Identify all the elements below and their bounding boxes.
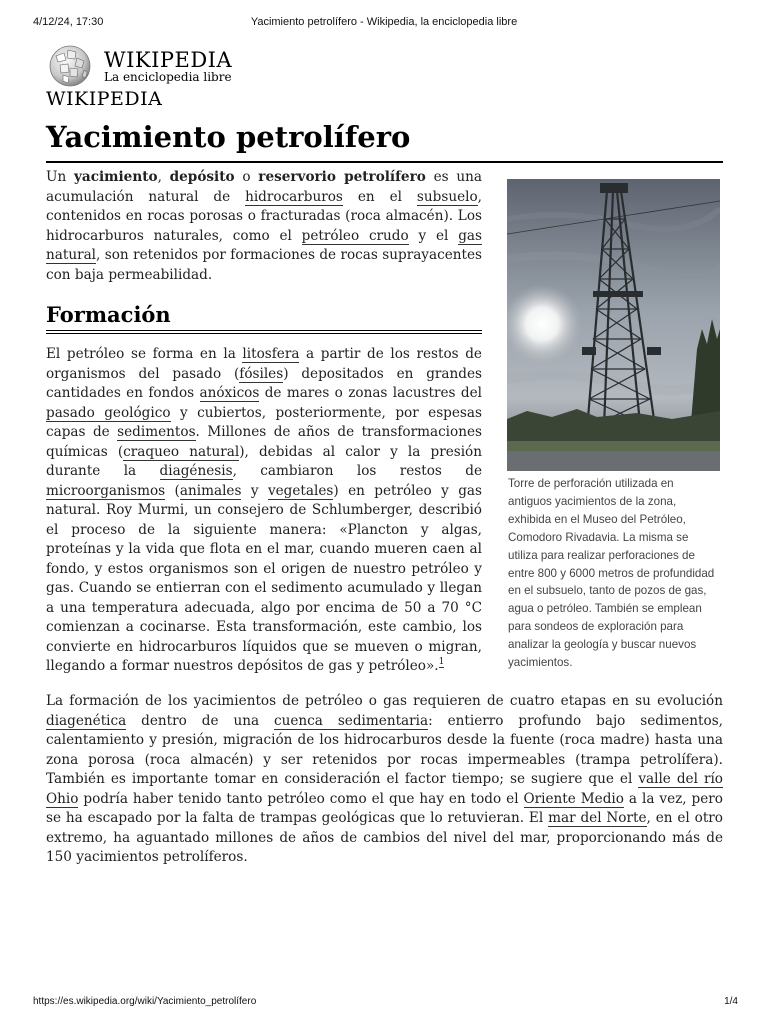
- bold-term: reservorio petrolífero: [258, 169, 426, 185]
- link-cuenca-sedimentaria[interactable]: cuenca sedimentaria: [274, 712, 429, 729]
- link-subsuelo[interactable]: subsuelo: [416, 188, 478, 205]
- wikipedia-tagline: La enciclopedia libre: [104, 70, 232, 84]
- section-divider: [46, 330, 482, 331]
- link-microorganismos[interactable]: microorganismos: [46, 482, 166, 499]
- page-number: 1/4: [724, 996, 738, 1007]
- link-oriente-medio[interactable]: Oriente Medio: [523, 790, 624, 807]
- figure-caption: Torre de perforación utilizada en antiguos yacimientos de la zona, exhibida en el Museo del Petróleo, Comodoro Rivadavia. La misma se utiliza para realizar perforaciones de entre 800 y 6000 metros de profundidad en el subsuelo, tanto de pozos de gas, agua o petróleo. También se emplean para sondeos de exploración para analizar la geología y buscar nuevos yacimientos.: [508, 477, 715, 670]
- title-divider: [46, 161, 723, 163]
- link-litosfera[interactable]: litosfera: [242, 346, 300, 362]
- drilling-tower-image: [507, 179, 720, 471]
- link-sedimentos[interactable]: sedimentos: [117, 424, 196, 440]
- link-craqueo-natural[interactable]: craqueo natural: [123, 443, 240, 460]
- intro-paragraph: Un yacimiento, depósito o reservorio petrolífero es una acumulación natural de hidrocarburos en el subsuelo, contenidos en rocas porosas o fracturadas (roca almacén). Los hidrocarburos naturales, como el petróleo crudo y el gas natural, son retenidos por formaciones de rocas suprayacentes con baja permeabilidad.: [46, 169, 482, 283]
- drilling-tower-photo[interactable]: [507, 179, 720, 471]
- link-diagenetica[interactable]: diagenética: [46, 712, 127, 729]
- link-hidrocarburos[interactable]: hidrocarburos: [245, 188, 343, 205]
- link-mar-del-norte[interactable]: mar del Norte: [548, 810, 647, 826]
- bold-term: depósito: [169, 169, 235, 185]
- section-heading-formacion: Formación: [46, 302, 171, 327]
- link-vegetales[interactable]: vegetales: [267, 482, 334, 499]
- article-title: Yacimiento petrolífero: [46, 120, 411, 154]
- link-fosiles[interactable]: fósiles: [239, 365, 284, 382]
- link-petroleo-crudo[interactable]: petróleo crudo: [301, 227, 409, 244]
- link-pasado-geologico[interactable]: pasado geológico: [46, 404, 171, 421]
- bold-term: yacimiento: [73, 169, 158, 185]
- page-url: https://es.wikipedia.org/wiki/Yacimiento_petrolífero: [33, 996, 257, 1007]
- link-gas-natural[interactable]: gas natural: [46, 227, 482, 263]
- print-page-title: Yacimiento petrolífero - Wikipedia, la enciclopedia libre: [250, 16, 518, 28]
- formacion-paragraph-2: La formación de los yacimientos de petróleo o gas requieren de cuatro etapas en su evolución diagenética dentro de una cuenca sedimentaria: entierro profundo bajo sedimentos, calentamiento y presión, migración de los hidrocarburos desde la fuente (roca madre) hasta una zona porosa (roca almacén) y ser retenidos por rocas impermeables (trampa petrolífera). También es importante tomar en consideración el factor tiempo; se sugiere que el valle del río Ohio podría haber tenido tanto petróleo como el que hay en todo el Oriente Medio a la vez, pero se ha escapado por la falta de trampas geológicas que lo retuvieran. El mar del Norte, en el otro extremo, ha aguantado millones de años de cambios del nivel del mar, proporcionando más de 150 yacimientos petrolíferos.: [46, 693, 723, 865]
- formacion-paragraph: El petróleo se forma en la litosfera a partir de los restos de organismos del pasado (fósiles) depositados en grandes cantidades en fondos anóxicos de mares o zonas lacustres del pasado geológico y cubiertos, posteriormente, por espesas capas de sedimentos. Millones de años de transformaciones químicas (craqueo natural), debidas al calor y la presión durante la diagénesis, cambiaron los restos de microorganismos (animales y vegetales) en petróleo y gas natural. Roy Murmi, un consejero de Schlumberger, describió el proceso de la siguiente manera: «Plancton y algas, proteínas y la vida que flota en el mar, cuando mueren caen al fondo, y estos organismos son el origen de nuestro petróleo y gas. Cuando se entierran con el sedimento acumulado y llegan a una temperatura adecuada, algo por encima de 50 a 70 °C comienzan a cocinarse. Esta transformación, este cambio, los convierte en hidrocarburos líquidos que se mueven o migran, llegando a formar nuestros depósitos de gas y petróleo».$^1$: [46, 346, 483, 674]
- link-animales[interactable]: animales: [179, 482, 242, 499]
- print-date: 4/12/24, 17:30: [33, 16, 104, 28]
- reference-link[interactable]: 1: [438, 657, 445, 668]
- link-anoxicos[interactable]: anóxicos: [199, 385, 260, 401]
- wikipedia-logo[interactable]: [46, 44, 346, 108]
- wikipedia-wordmark-secondary: WIKIPEDIA: [46, 88, 163, 110]
- link-valle-rio-ohio[interactable]: valle del río Ohio: [46, 771, 723, 807]
- section-divider: [46, 333, 482, 334]
- link-diagenesis[interactable]: diagénesis: [159, 463, 233, 479]
- wikipedia-globe-icon: [46, 44, 96, 88]
- wikipedia-wordmark: WIKIPEDIA: [104, 48, 233, 72]
